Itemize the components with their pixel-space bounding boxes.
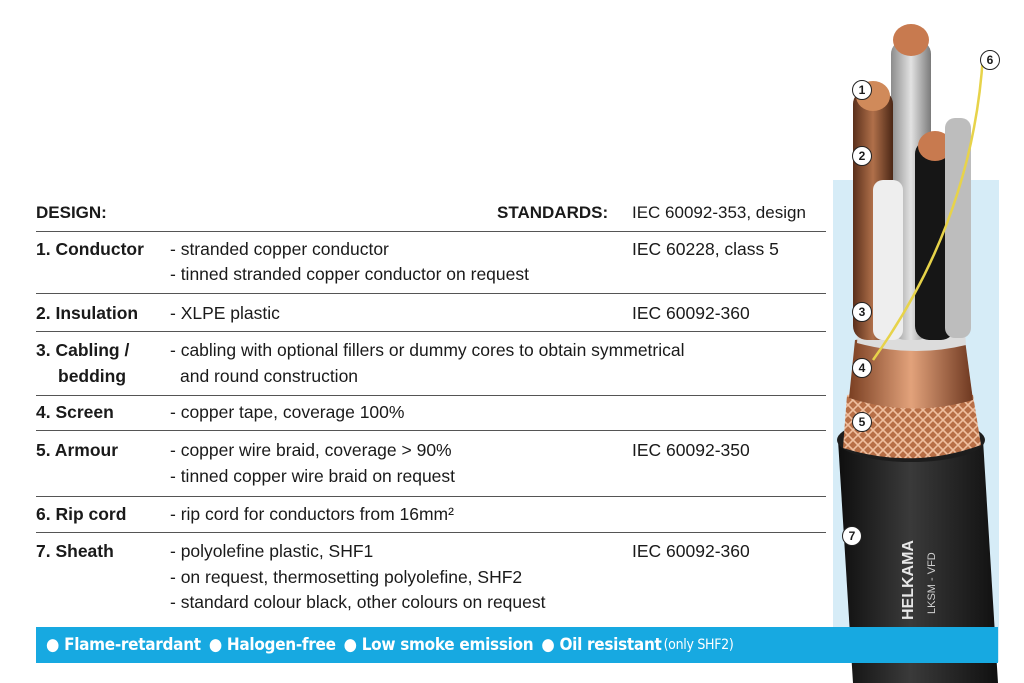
cable-brand-print: HELKAMA (900, 540, 917, 620)
row-title-armour: 5. Armour (36, 440, 119, 460)
features-bar (36, 627, 998, 663)
callout-4: 4 (852, 358, 872, 378)
row-line: - stranded copper conductor (170, 239, 389, 259)
row-line: - cabling with optional fillers or dummy cores to obtain symmetrical (170, 340, 685, 360)
bullet-icon: ● (208, 635, 222, 655)
feature-note: (only SHF2) (663, 637, 734, 653)
divider (36, 532, 826, 533)
row-title-rip-cord: 6. Rip cord (36, 504, 127, 524)
feature-low-smoke: Low smoke emission (361, 635, 534, 655)
row-line: - polyolefine plastic, SHF1 (170, 541, 374, 561)
conductor-strands (893, 24, 929, 56)
feature-flame-retardant: Flame-retardant (64, 635, 201, 655)
filler (873, 180, 903, 340)
row-line: - standard colour black, other colours on request (170, 592, 546, 612)
divider (36, 331, 826, 332)
row-title-conductor: 1. Conductor (36, 239, 144, 259)
callout-2: 2 (852, 146, 872, 166)
row-line: - copper wire braid, coverage > 90% (170, 440, 452, 460)
feature-halogen-free: Halogen-free (226, 635, 336, 655)
row-standard: IEC 60092-350 (632, 440, 750, 460)
cable-illustration (833, 0, 1024, 683)
row-line: - tinned copper wire braid on request (170, 466, 456, 486)
bullet-icon: ● (343, 635, 357, 655)
row-line: - copper tape, coverage 100% (170, 402, 405, 422)
divider (36, 496, 826, 497)
row-title-sheath: 7. Sheath (36, 541, 114, 561)
row-line: - XLPE plastic (170, 303, 280, 323)
callout-6: 6 (980, 50, 1000, 70)
divider (36, 231, 826, 232)
divider (36, 430, 826, 431)
cable-model-print: LKSM - VFD (926, 552, 938, 614)
row-title-insulation: 2. Insulation (36, 303, 139, 323)
callout-1: 1 (852, 80, 872, 100)
callout-7: 7 (842, 526, 862, 546)
bullet-icon: ● (46, 635, 60, 655)
row-line: and round construction (180, 366, 359, 386)
row-title-cabling-2: bedding (58, 366, 127, 386)
feature-oil-resistant: Oil resistant (559, 635, 662, 655)
row-line: - tinned stranded copper conductor on request (170, 264, 529, 284)
row-line: - rip cord for conductors from 16mm² (170, 504, 454, 524)
row-standard: IEC 60092-360 (632, 303, 750, 323)
bullet-icon: ● (541, 635, 555, 655)
row-title-screen: 4. Screen (36, 402, 114, 422)
divider (36, 293, 826, 294)
row-line: - on request, thermosetting polyolefine, SHF2 (170, 567, 523, 587)
row-standard: IEC 60092-360 (632, 541, 750, 561)
callout-3: 3 (852, 302, 872, 322)
standards-heading: STANDARDS: (497, 203, 609, 222)
standards-value: IEC 60092-353, design (632, 203, 806, 222)
row-title-cabling: 3. Cabling / (36, 340, 130, 360)
row-standard: IEC 60228, class 5 (632, 239, 779, 259)
divider (36, 395, 826, 396)
design-heading: DESIGN: (36, 203, 107, 222)
filler (945, 118, 971, 338)
callout-5: 5 (852, 412, 872, 432)
